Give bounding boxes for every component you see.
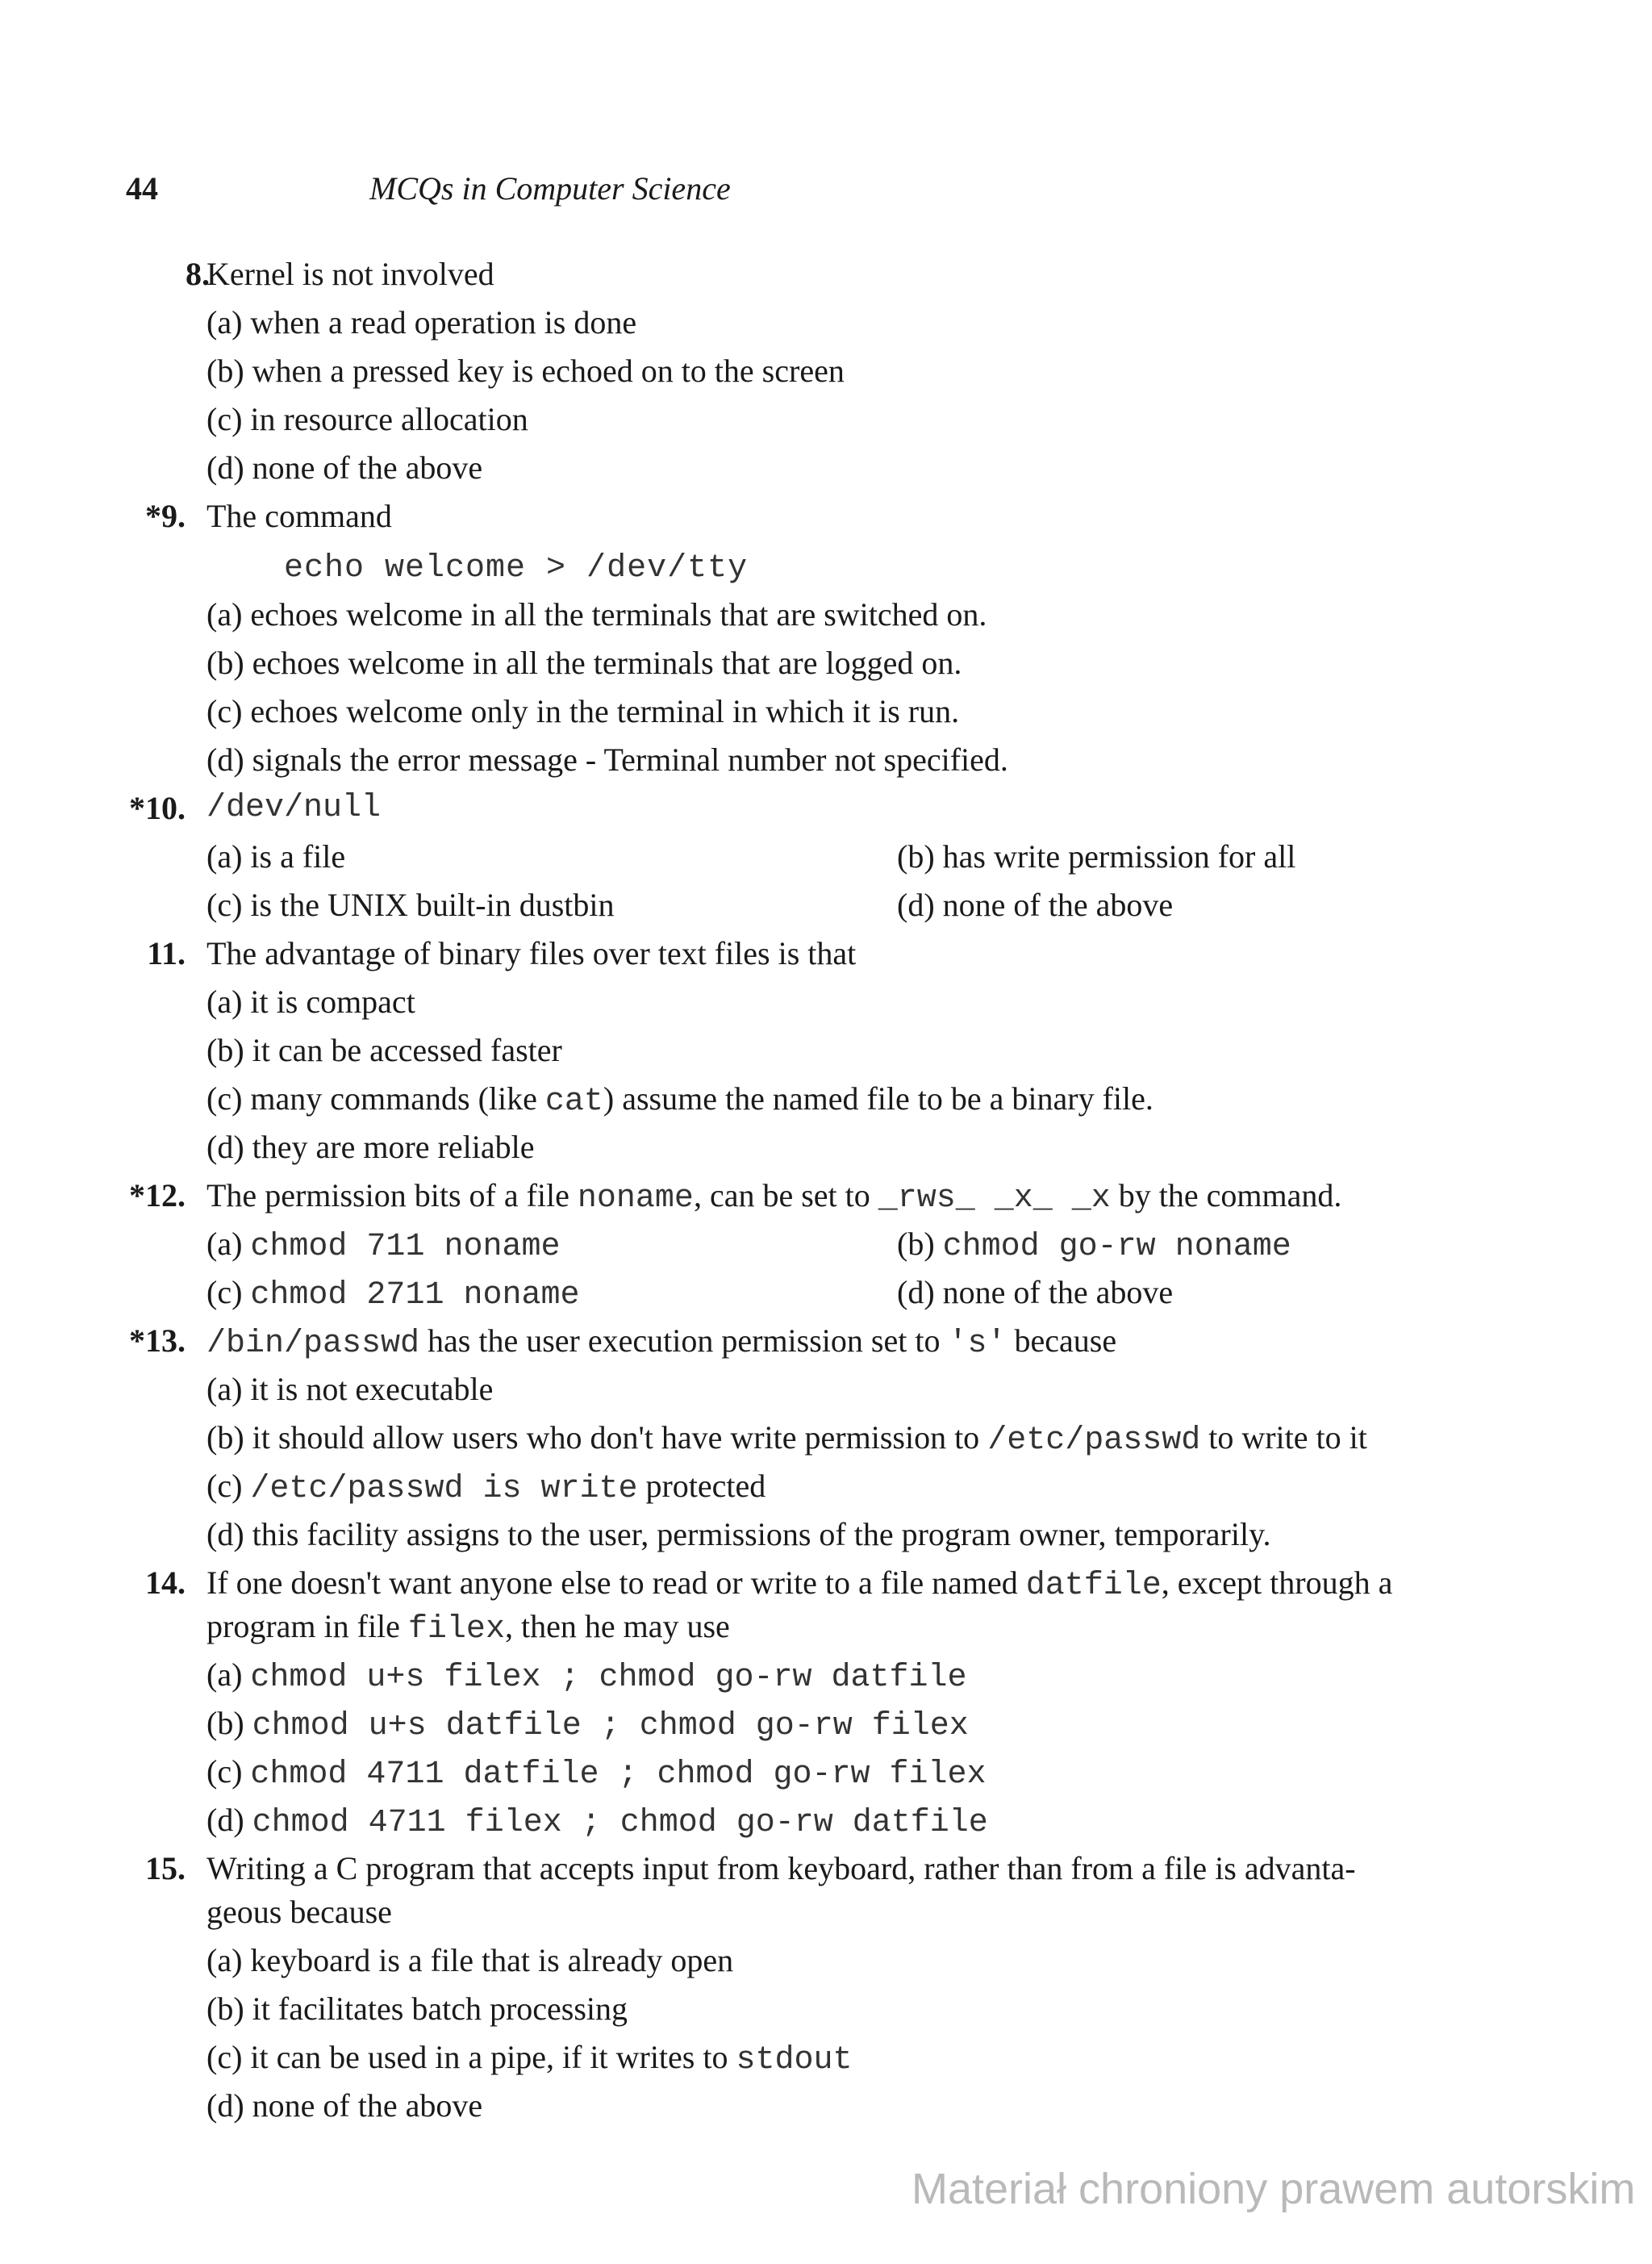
question-number: *10. xyxy=(129,790,186,826)
question-stem-line-1: If one doesn't want anyone else to read or write to a file named datfile, except through a xyxy=(206,1564,1393,1604)
option-d: (d) signals the error message - Terminal number not specified. xyxy=(206,741,1008,778)
option-d: (d) this facility assigns to the user, permissions of the program owner, temporarily. xyxy=(206,1516,1271,1552)
question-number: *9. xyxy=(145,498,186,534)
question-number: *12. xyxy=(129,1177,186,1213)
copyright-watermark: Materiał chroniony prawem autorskim xyxy=(912,2165,1636,2213)
option-a: (a) chmod u+s filex ; chmod go-rw datfile xyxy=(206,1656,967,1696)
question-stem: The advantage of binary files over text files is that xyxy=(206,935,857,971)
page-header xyxy=(126,169,731,207)
option-b: (b) has write permission for all xyxy=(897,838,1296,875)
option-b: (b) echoes welcome in all the terminals that are logged on. xyxy=(206,645,962,681)
option-d: (d) chmod 4711 filex ; chmod go-rw datfile xyxy=(206,1802,988,1841)
option-c: (c) in resource allocation xyxy=(206,401,528,437)
option-a: (a) it is compact xyxy=(206,984,415,1020)
option-a: (a) is a file xyxy=(206,838,346,875)
option-c: (c) echoes welcome only in the terminal in which it is run. xyxy=(206,693,960,729)
question-stem-line-1: Writing a C program that accepts input from keyboard, rather than from a file is advanta- xyxy=(206,1850,1356,1886)
option-d: (d) none of the above xyxy=(897,1274,1174,1310)
question-number: 15. xyxy=(145,1850,186,1886)
option-d: (d) none of the above xyxy=(206,449,483,486)
question-number: 11. xyxy=(147,935,186,971)
option-a: (a) chmod 711 noname xyxy=(206,1226,561,1265)
page-number: 44 xyxy=(126,170,158,207)
option-b: (b) it can be accessed faster xyxy=(206,1032,562,1068)
question-stem: Kernel is not involved xyxy=(206,256,494,292)
question-number: *13. xyxy=(129,1322,186,1359)
option-c: (c) many commands (like cat) assume the named file to be a binary file. xyxy=(206,1080,1153,1120)
question-number: 8. xyxy=(186,256,210,292)
option-c: (c) chmod 2711 noname xyxy=(206,1274,580,1314)
question-number: 14. xyxy=(145,1564,186,1601)
option-a: (a) when a read operation is done xyxy=(206,304,637,340)
question-stem-line-2: program in file filex, then he may use xyxy=(206,1608,730,1648)
question-stem: /bin/passwd has the user execution permission set to 's' because xyxy=(206,1322,1117,1362)
option-d: (d) they are more reliable xyxy=(206,1129,535,1165)
option-b: (b) chmod u+s datfile ; chmod go-rw filex xyxy=(206,1705,969,1744)
option-c: (c) /etc/passwd is write protected xyxy=(206,1468,766,1507)
option-b: (b) it should allow users who don't have write permission to /etc/passwd to write to it xyxy=(206,1419,1367,1459)
option-a: (a) echoes welcome in all the terminals that are switched on. xyxy=(206,596,987,633)
option-d: (d) none of the above xyxy=(897,887,1174,923)
option-a: (a) it is not executable xyxy=(206,1371,494,1407)
code-line: echo welcome > /dev/tty xyxy=(284,550,749,587)
option-a: (a) keyboard is a file that is already open xyxy=(206,1942,734,1978)
question-stem: /dev/null xyxy=(206,790,382,826)
option-c: (c) chmod 4711 datfile ; chmod go-rw filex xyxy=(206,1753,987,1793)
option-c: (c) it can be used in a pipe, if it writes to stdout xyxy=(206,2039,853,2078)
option-d: (d) none of the above xyxy=(206,2087,483,2124)
question-stem: The command xyxy=(206,498,392,534)
book-title: MCQs in Computer Science xyxy=(369,170,731,207)
option-c: (c) is the UNIX built-in dustbin xyxy=(206,887,615,923)
question-stem: The permission bits of a file noname, can be set to _rws_ _x_ _x by the command. xyxy=(206,1177,1342,1217)
option-b: (b) when a pressed key is echoed on to the screen xyxy=(206,353,845,389)
question-stem-line-2: geous because xyxy=(206,1894,392,1930)
option-b: (b) it facilitates batch processing xyxy=(206,1990,628,2027)
option-b: (b) chmod go-rw noname xyxy=(897,1226,1291,1265)
